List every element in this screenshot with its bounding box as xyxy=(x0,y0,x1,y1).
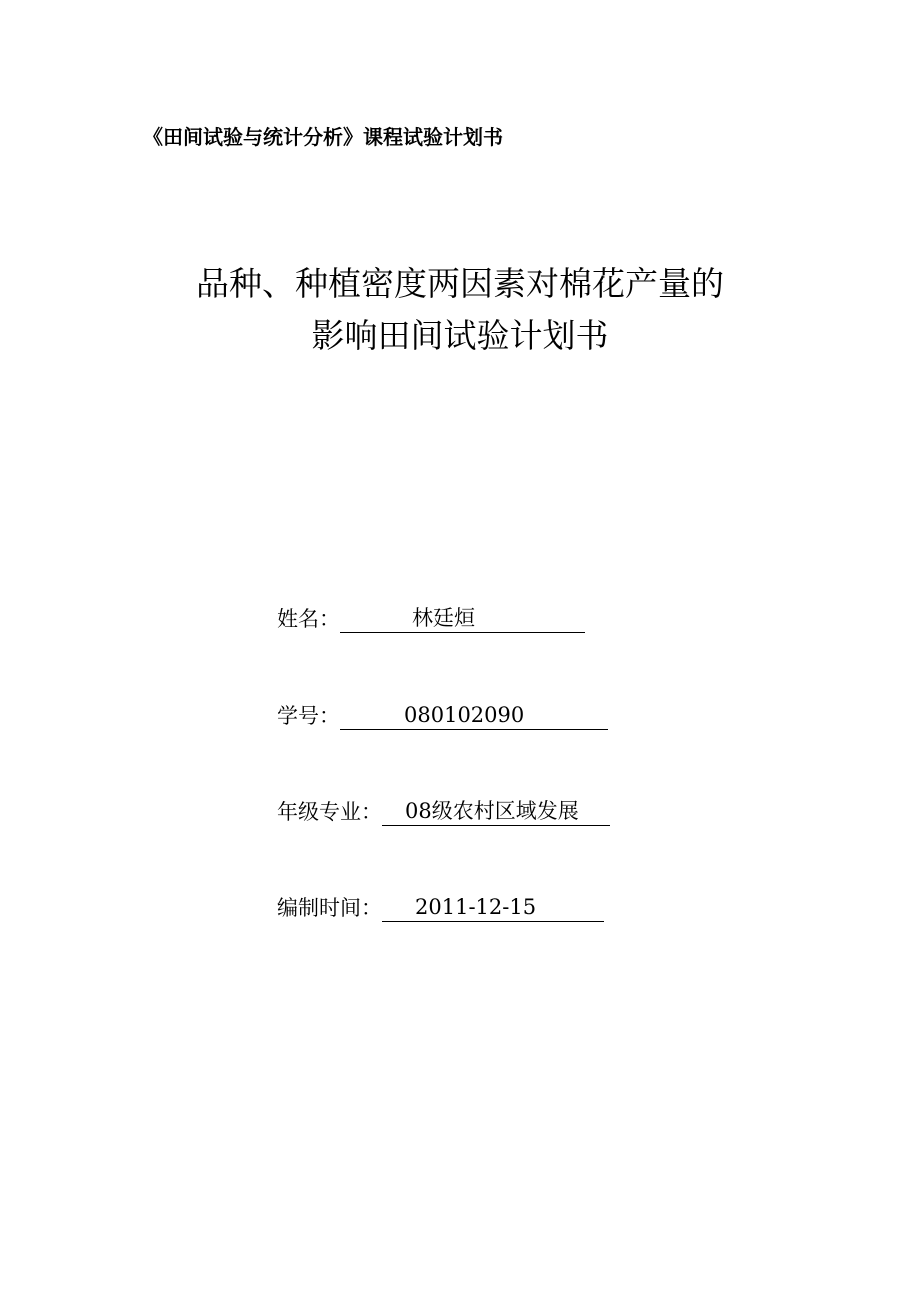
course-title: 《田间试验与统计分析》课程试验计划书 xyxy=(143,125,503,149)
name-value: 林廷烜 xyxy=(340,604,585,633)
document-title xyxy=(0,258,920,362)
student-id-value: 080102090 xyxy=(340,701,608,730)
major-label: 年级专业： xyxy=(277,800,382,824)
document-title-line-1: 品种、种植密度两因素对棉花产量的 xyxy=(196,264,724,303)
student-id-row xyxy=(277,701,608,731)
document-title-line-2: 影响田间试验计划书 xyxy=(311,316,609,355)
major-value: 08级农村区域发展 xyxy=(382,797,610,826)
major-row xyxy=(277,797,610,827)
date-row xyxy=(277,893,604,923)
name-row xyxy=(277,604,585,634)
name-label: 姓名： xyxy=(277,607,340,631)
date-label: 编制时间： xyxy=(277,896,382,920)
date-value: 2011-12-15 xyxy=(382,893,604,922)
student-id-label: 学号： xyxy=(277,704,340,728)
